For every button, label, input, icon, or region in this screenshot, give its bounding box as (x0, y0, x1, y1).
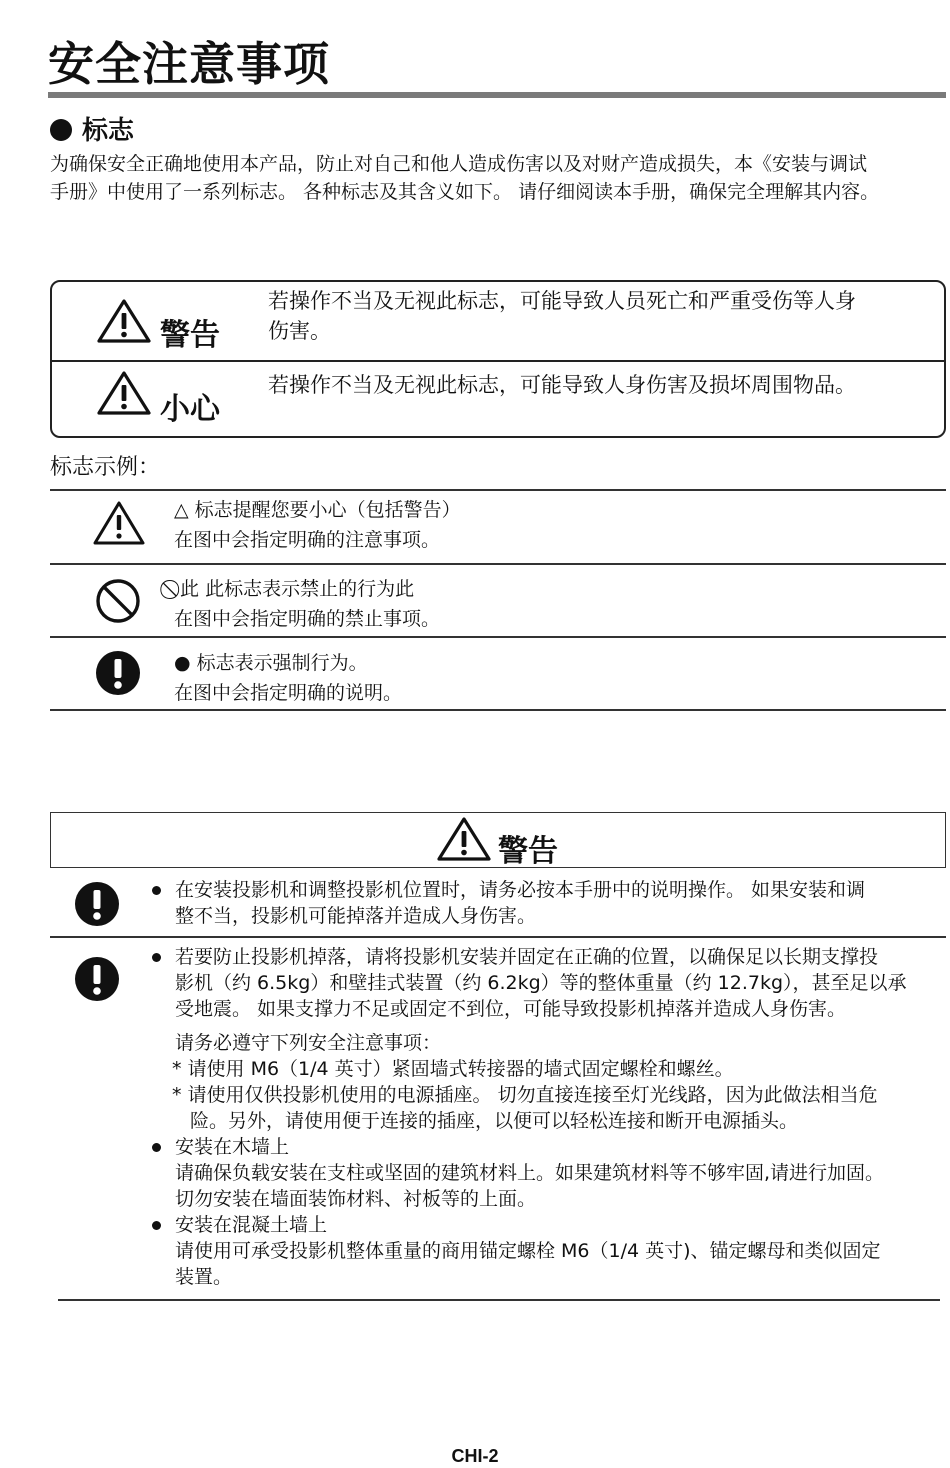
intro-line: 手册》中使用了一系列标志。 各种标志及其含义如下。 请仔细阅读本手册，确保完全理解其内容。 (50, 181, 880, 203)
warning-item-1 (175, 877, 950, 929)
example-line: △ 标志提醒您要小心（包括警告） (174, 499, 461, 521)
section-heading-text: 标志 (82, 116, 135, 146)
bullet-icon (50, 119, 72, 141)
example-text (174, 648, 402, 708)
example-line: 在图中会指定明确的说明。 (174, 682, 403, 704)
divider (50, 563, 946, 565)
signal-text-caution (268, 370, 856, 400)
star-note-line: 险。另外，请使用便于连接的插座，以便可以轻松连接和断开电源插头。 (190, 1110, 799, 1132)
signal-label-warning: 警告 (160, 318, 220, 353)
warning-line: 在安装投影机和调整投影机位置时，请务必按本手册中的说明操作。 如果安装和调 (175, 879, 866, 901)
example-line: 在图中会指定明确的注意事项。 (174, 529, 441, 551)
concrete-wall-line: 请使用可承受投影机整体重量的商用锚定螺栓 M6（1/4 英寸)、锚定螺母和类似固定 (175, 1240, 881, 1262)
examples-heading: 标志示例： (50, 455, 161, 480)
signal-text-line: 若操作不当及无视此标志，可能导致人员死亡和严重受伤等人身 (268, 289, 856, 313)
example-line: ● 标志表示强制行为。 (174, 652, 368, 674)
mandatory-action-icon (74, 956, 120, 1002)
concrete-wall-heading: 安装在混凝土墙上 (175, 1214, 328, 1236)
bullet-icon (152, 886, 161, 895)
warning-line: 影机（约 6.5kg）和壁挂式装置（约 6.2kg）等的整体重量（约 12.7kg），甚至足以承 (175, 972, 907, 994)
section-heading-symbols (50, 110, 134, 147)
example-text (174, 495, 461, 555)
bullet-icon (152, 953, 161, 962)
example-line: ⃠ 此 此标志表示禁止的行为此 (174, 578, 415, 600)
must-follow-block (175, 1030, 950, 1056)
prohibited-icon (95, 578, 141, 624)
warning-triangle-icon (436, 816, 492, 862)
example-text (174, 574, 440, 634)
wood-wall-heading: 安装在木墙上 (175, 1136, 290, 1158)
star-note-line: * 请使用 M6（1/4 英寸）紧固墙式转接器的墙式固定螺栓和螺丝。 (172, 1058, 734, 1080)
divider (50, 936, 946, 938)
wood-wall-line: 切勿安装在墙面装饰材料、衬板等的上面。 (175, 1188, 537, 1210)
warning-triangle-icon (96, 298, 152, 344)
wood-wall-block (175, 1134, 950, 1212)
warning-line: 若要防止投影机掉落，请将投影机安装并固定在正确的位置，以确保足以长期支撑投 (175, 946, 879, 968)
star-note-line: * 请使用仅供投影机使用的电源插座。 切勿直接连接至灯光线路，因为此做法相当危 (172, 1084, 878, 1106)
title-rule (48, 92, 946, 98)
divider (50, 489, 946, 491)
star-note-1 (172, 1056, 947, 1082)
warning-title: 警告 (498, 834, 558, 869)
divider (58, 1299, 940, 1301)
signal-word-divider (50, 360, 946, 362)
caution-triangle-icon (92, 500, 146, 546)
warning-line: 受地震。 如果支撑力不足或固定不到位，可能导致投影机掉落并造成人身伤害。 (175, 998, 847, 1020)
bullet-icon (152, 1143, 161, 1152)
wood-wall-line: 请确保负载安装在支柱或坚固的建筑材料上。如果建筑材料等不够牢固,请进行加固。 (175, 1162, 885, 1184)
intro-line: 为确保安全正确地使用本产品，防止对自己和他人造成伤害以及对财产造成损失，本《安装与调试 (50, 153, 868, 175)
warning-triangle-icon (96, 370, 152, 416)
divider (50, 709, 946, 711)
warning-item-2 (175, 944, 950, 1022)
signal-label-caution: 小心 (160, 392, 220, 427)
signal-text-warning (268, 286, 856, 346)
warning-line: 整不当，投影机可能掉落并造成人身伤害。 (175, 905, 537, 927)
intro-paragraph (50, 150, 950, 206)
must-follow-line: 请务必遵守下列安全注意事项： (175, 1032, 442, 1054)
concrete-wall-line: 装置。 (175, 1266, 233, 1288)
signal-text-line: 伤害。 (268, 319, 331, 343)
concrete-wall-block (175, 1212, 950, 1290)
star-note-2 (172, 1082, 947, 1134)
example-line: 在图中会指定明确的禁止事项。 (174, 608, 441, 630)
bullet-icon (152, 1221, 161, 1230)
page-number: CHI-2 (451, 1446, 499, 1466)
divider (50, 636, 946, 638)
mandatory-action-icon (95, 650, 141, 696)
signal-text-line: 若操作不当及无视此标志，可能导致人身伤害及损坏周围物品。 (268, 373, 856, 397)
mandatory-action-icon (74, 881, 120, 927)
page-title: 安全注意事项 (48, 37, 330, 91)
